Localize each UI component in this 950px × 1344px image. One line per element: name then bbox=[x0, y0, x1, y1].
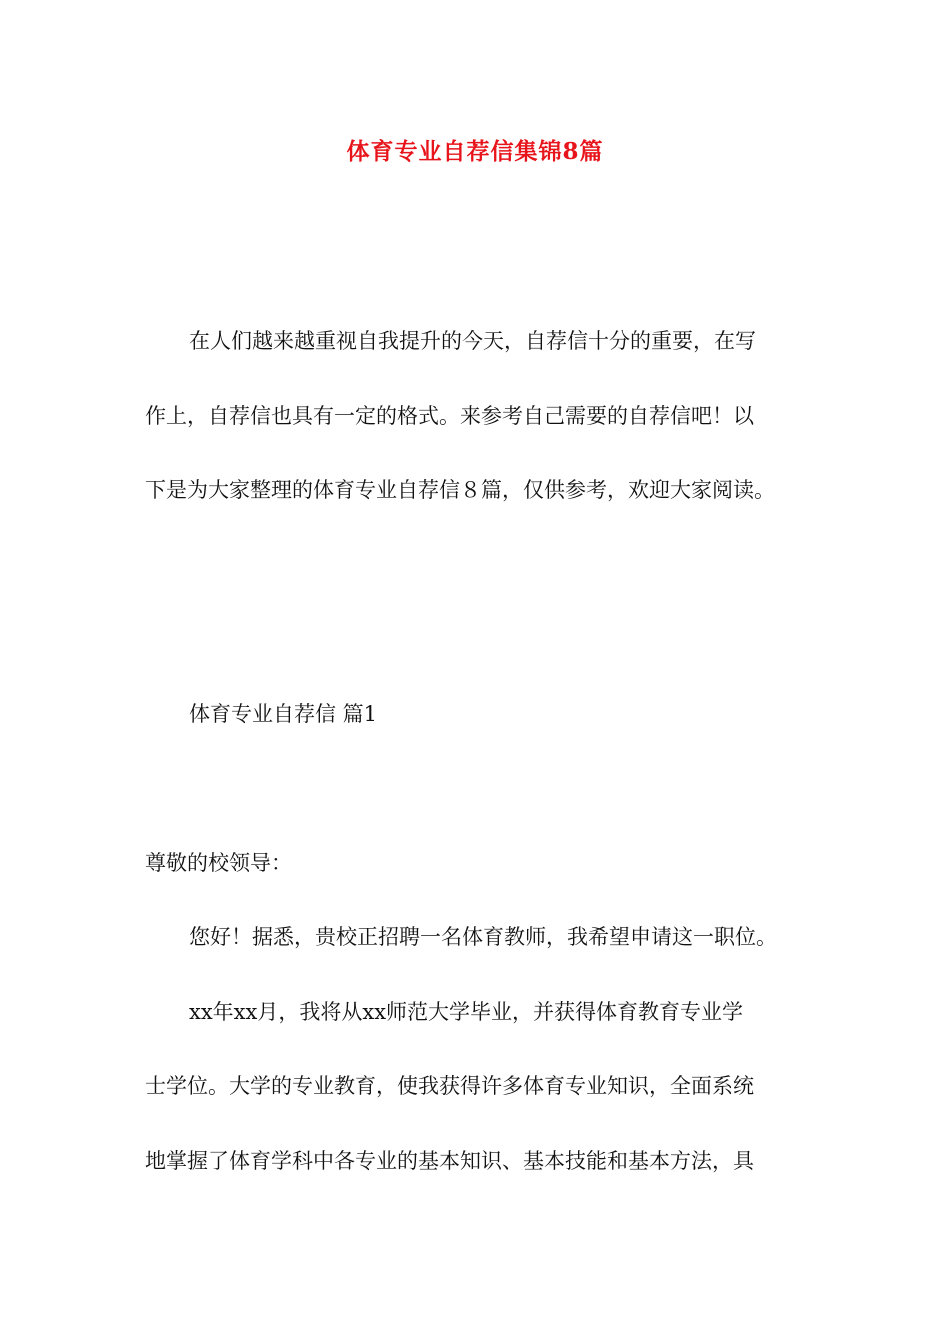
document-title: 体育专业自荐信集锦8篇 bbox=[346, 138, 604, 165]
intro-line-1: 在人们越来越重视自我提升的今天，自荐信十分的重要，在写 bbox=[189, 329, 756, 353]
section-heading: 体育专业自荐信 篇1 bbox=[189, 702, 378, 726]
intro-line-3: 下是为大家整理的体育专业自荐信８篇，仅供参考，欢迎大家阅读。 bbox=[145, 478, 775, 502]
salutation: 尊敬的校领导： bbox=[145, 851, 292, 875]
body-line-2: xx年xx月，我将从xx师范大学毕业，并获得体育教育专业学 bbox=[189, 1000, 744, 1024]
body-line-4: 地掌握了体育学科中各专业的基本知识、基本技能和基本方法，具 bbox=[145, 1149, 754, 1173]
intro-line-2: 作上，自荐信也具有一定的格式。来参考自己需要的自荐信吧！以 bbox=[145, 404, 754, 428]
body-line-3: 士学位。大学的专业教育，使我获得许多体育专业知识，全面系统 bbox=[145, 1074, 754, 1098]
body-line-1: 您好！据悉，贵校正招聘一名体育教师，我希望申请这一职位。 bbox=[189, 925, 777, 949]
